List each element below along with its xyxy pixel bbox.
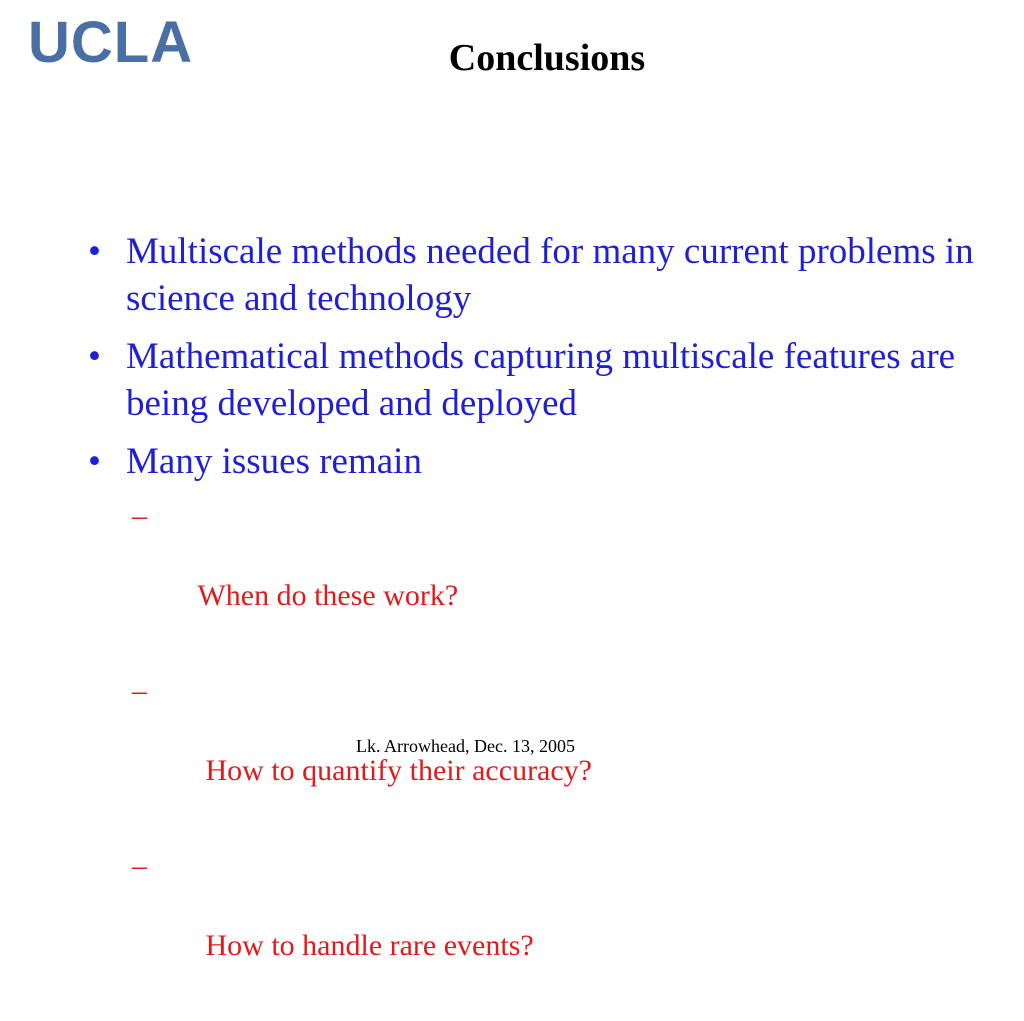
sub-bullet-item [82,496,982,656]
bullet-text: Many issues remain [126,441,422,482]
slide-title: Conclusions [448,37,646,79]
sub-bullet-dash: – [132,674,147,707]
sub-bullet-dash: – [132,499,147,532]
sub-bullet-text: How to quantify their accuracy? [198,754,592,787]
slide-body [82,228,982,1021]
bullet-text: Mathematical methods capturing multiscale features are being developed and deployed [126,336,956,424]
slide-footer: Lk. Arrowhead, Dec. 13, 2005 [356,736,575,756]
bullet-item [82,228,982,322]
sub-bullet-dash: – [132,849,147,882]
bullet-text: Multiscale methods needed for many current problems in science and technology [126,231,974,319]
sub-bullet-text: How to handle rare events? [198,929,534,962]
sub-bullet-text: When do these work? [197,579,459,612]
bullet-marker: • [88,441,101,482]
ucla-logo: UCLA [28,10,194,75]
bullet-item [82,333,982,427]
bullet-item [82,438,982,485]
sub-bullet-item [82,846,982,1006]
bullet-marker: • [88,231,101,272]
bullet-marker: • [88,336,101,377]
